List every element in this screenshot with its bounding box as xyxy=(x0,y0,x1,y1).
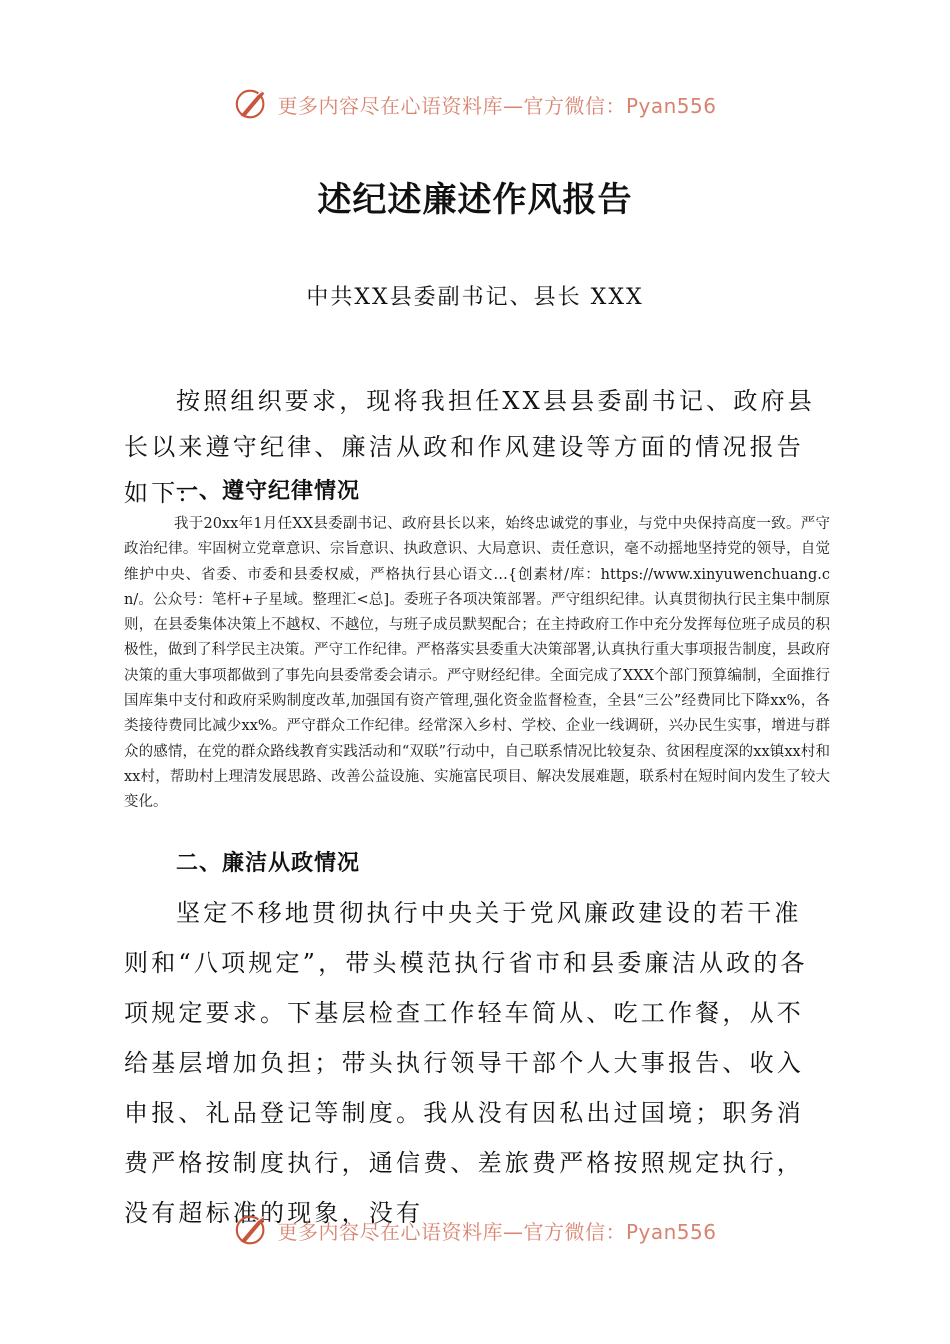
section-heading-discipline: 一、遵守纪律情况 xyxy=(176,479,361,504)
section-heading-integrity: 二、廉洁从政情况 xyxy=(176,851,361,876)
watermark-text: 更多内容尽在心语资料库—官方微信：Pyan556 xyxy=(277,93,717,118)
quill-logo-icon xyxy=(233,85,271,123)
watermark-text: 更多内容尽在心语资料库—官方微信：Pyan556 xyxy=(277,1219,717,1244)
intro-paragraph: 按照组织要求，现将我担任XX县县委副书记、政府县长以来遵守纪律、廉洁从政和作风建设等方面的情况报告如下: xyxy=(124,387,815,507)
watermark-banner-top xyxy=(0,82,950,126)
document-title: 述纪述廉述作风报告 xyxy=(317,180,633,220)
watermark-banner-bottom xyxy=(0,1208,950,1252)
quill-logo-icon xyxy=(233,1211,271,1249)
section-body-integrity: 坚定不移地贯彻执行中央关于党风廉政建设的若干准则和“八项规定”，带头模范执行省市和县委廉洁从政的各项规定要求。下基层检查工作轻车简从、吃工作餐，从不给基层增加负担；带头执行领导干部个人大事报告、收入申报、礼品登记等制度。我从没有因私出过国境；职务消费严格按制度执行，通信费、差旅费严格按照规定执行，没有超标准的现象，没有 xyxy=(124,899,808,1227)
author-line: 中共XX县委副书记、县长 XXX xyxy=(306,285,644,310)
section-body-discipline: 我于20xx年1月任XX县委副书记、政府县长以来，始终忠诚党的事业，与党中央保持高度一致。严守政治纪律。牢固树立党章意识、宗旨意识、执政意识、大局意识、责任意识，毫不动摇地坚持党的领导，自觉维护中央、省委、市委和县委权威，严格执行县心语文…{创素材/库：https://www.xinyuwenchuang.cn/。公众号：笔杆+子星域。整理汇<总]。委班子各项决策部署。严守组织纪律。认真贯彻执行民主集中制原则，在县委集体决策上不越权、不越位，与班子成员默契配合；在主持政府工作中充分发挥每位班子成员的积极性，做到了科学民主决策。严守工作纪律。严格落实县委重大决策部署,认真执行重大事项报告制度，县政府决策的重大事项都做到了事先向县委常委会请示。严守财经纪律。全面完成了XXX个部门预算编制，全面推行国库集中支付和政府采购制度改革,加强国有资产管理,强化资金监督检查，全县“三公”经费同比下降xx%，各类接待费同比减少xx%。严守群众工作纪律。经常深入乡村、学校、企业一线调研，兴办民生实事，增进与群众的感情，在党的群众路线教育实践活动和“双联”行动中，自己联系情况比较复杂、贫困程度深的xx镇xx村和xx村，帮助村上理清发展思路、改善公益设施、实施富民项目、解决发展难题，联系村在短时间内发生了较大变化。 xyxy=(124,516,830,811)
